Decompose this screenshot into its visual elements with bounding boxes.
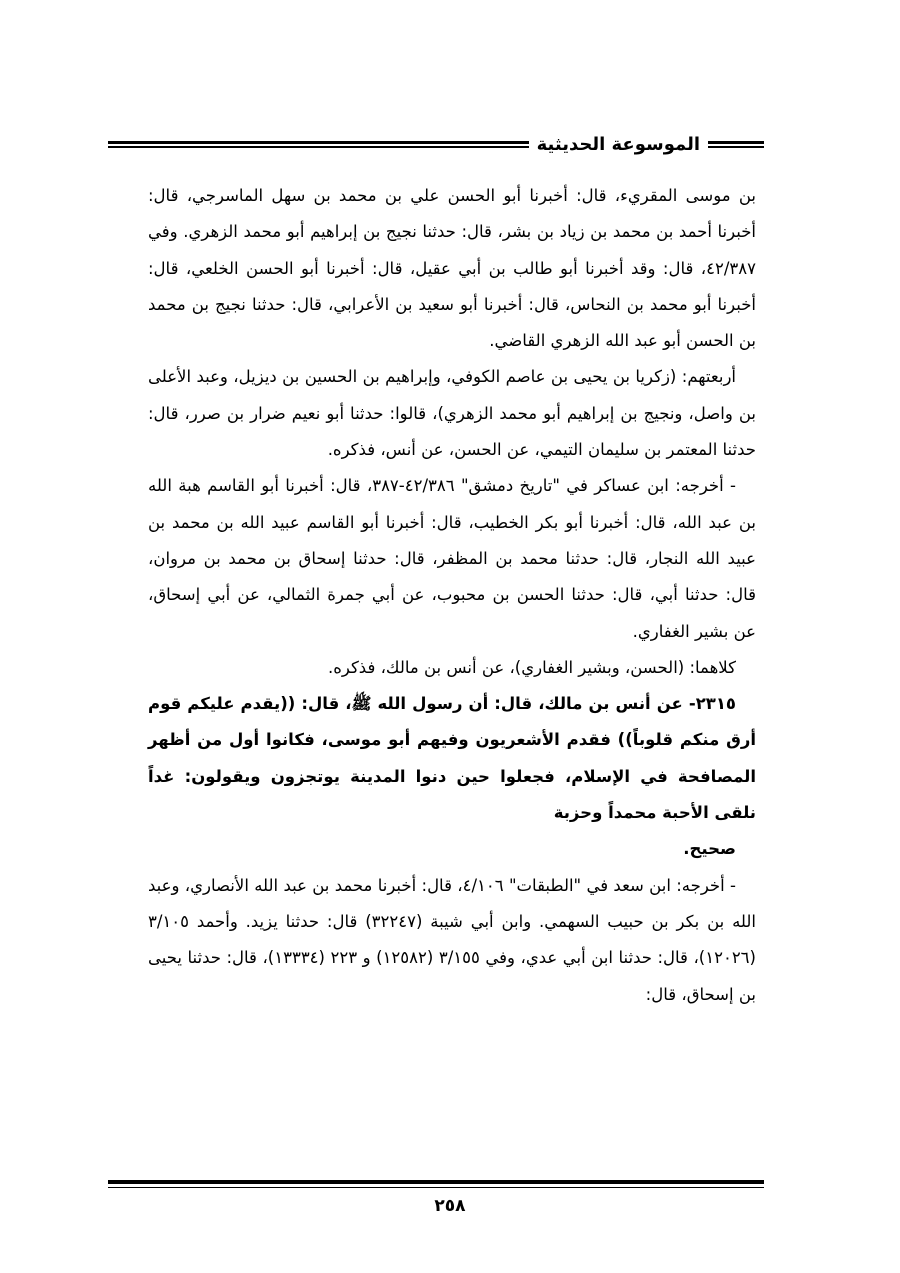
footer-rule xyxy=(108,1180,764,1188)
header-rule-right xyxy=(708,141,764,148)
header-rule-left xyxy=(108,141,529,148)
paragraph: أربعتهم: (زكريا بن يحيى بن عاصم الكوفي، وإبراهيم بن الحسين بن ديزيل، وعبد الأعلى بن واصل، ونجيج بن إبراهيم أبو محمد الزهري)، قالوا: حدثنا أبو نعيم ضرار بن صرر، قال: حدثنا المعتمر بن سليمان التيمي، عن الحسن، عن أنس، فذكره. xyxy=(148,367,756,460)
grading-label: صحيح. xyxy=(683,839,736,859)
header-title: الموسوعة الحديثية xyxy=(536,133,700,155)
paragraph: كلاهما: (الحسن، وبشير الغفاري)، عن أنس بن مالك، فذكره. xyxy=(327,657,736,677)
page-header xyxy=(108,128,764,160)
hadith-paragraph: ٢٣١٥- عن أنس بن مالك، قال: أن رسول الله ﷺ، قال: ((يقدم عليكم قوم أرق منكم قلوباً)) فقدم الأشعريون وفيهم أبو موسى، فكانوا أول من أظهر المصافحة في الإسلام، فجعلوا حين دنوا المدينة يوتجزون ويقولون: غداً نلقى الأحبة محمداً وحزبة xyxy=(148,694,756,823)
paragraph: - أخرجه: ابن عساكر في "تاريخ دمشق" ٤٢/٣٨٦-٣٨٧، قال: أخبرنا أبو القاسم هبة الله بن عبد الله، قال: أخبرنا أبو بكر الخطيب، قال: أخبرنا أبو القاسم عبيد الله بن محمد بن عبيد الله النجار، قال: حدثنا محمد بن المظفر، قال: حدثنا إسحاق بن محمد بن مروان، قال: حدثنا أبي، قال: حدثنا الحسن بن محبوب، عن أبي جمرة الثمالي، عن أبي إسحاق، عن بشير الغفاري. xyxy=(148,476,756,641)
paragraph: بن موسى المقريء، قال: أخبرنا أبو الحسن علي بن محمد بن سهل الماسرجي، قال: أخبرنا أحمد بن محمد بن زياد بن بشر، قال: حدثنا نجيج بن إبراهيم أبو محمد الزهري. وفي ٤٢/٣٨٧، قال: وقد أخبرنا أبو طالب بن أبي عقيل، قال: أخبرنا أبو الحسن الخلعي، قال: أخبرنا أبو محمد بن النحاس، قال: أخبرنا أبو سعيد بن الأعرابي، قال: حدثنا نجيج بن محمد بن الحسن أبو عبد الله الزهري القاضي. xyxy=(148,186,756,351)
page-number: ٢٥٨ xyxy=(434,1196,466,1216)
page-body xyxy=(148,178,756,1013)
paragraph: - أخرجه: ابن سعد في "الطبقات" ٤/١٠٦، قال: أخبرنا محمد بن عبد الله الأنصاري، وعبد الله بن بكر بن حبيب السهمي. وابن أبي شيبة (٣٢٢٤٧) قال: حدثنا يزيد. وأحمد ٣/١٠٥ (١٢٠٢٦)، قال: حدثنا ابن أبي عدي، وفي ٣/١٥٥ (١٢٥٨٢) و ٢٢٣ (١٣٣٣٤)، قال: حدثنا يحيى بن إسحاق، قال: xyxy=(148,875,756,1004)
